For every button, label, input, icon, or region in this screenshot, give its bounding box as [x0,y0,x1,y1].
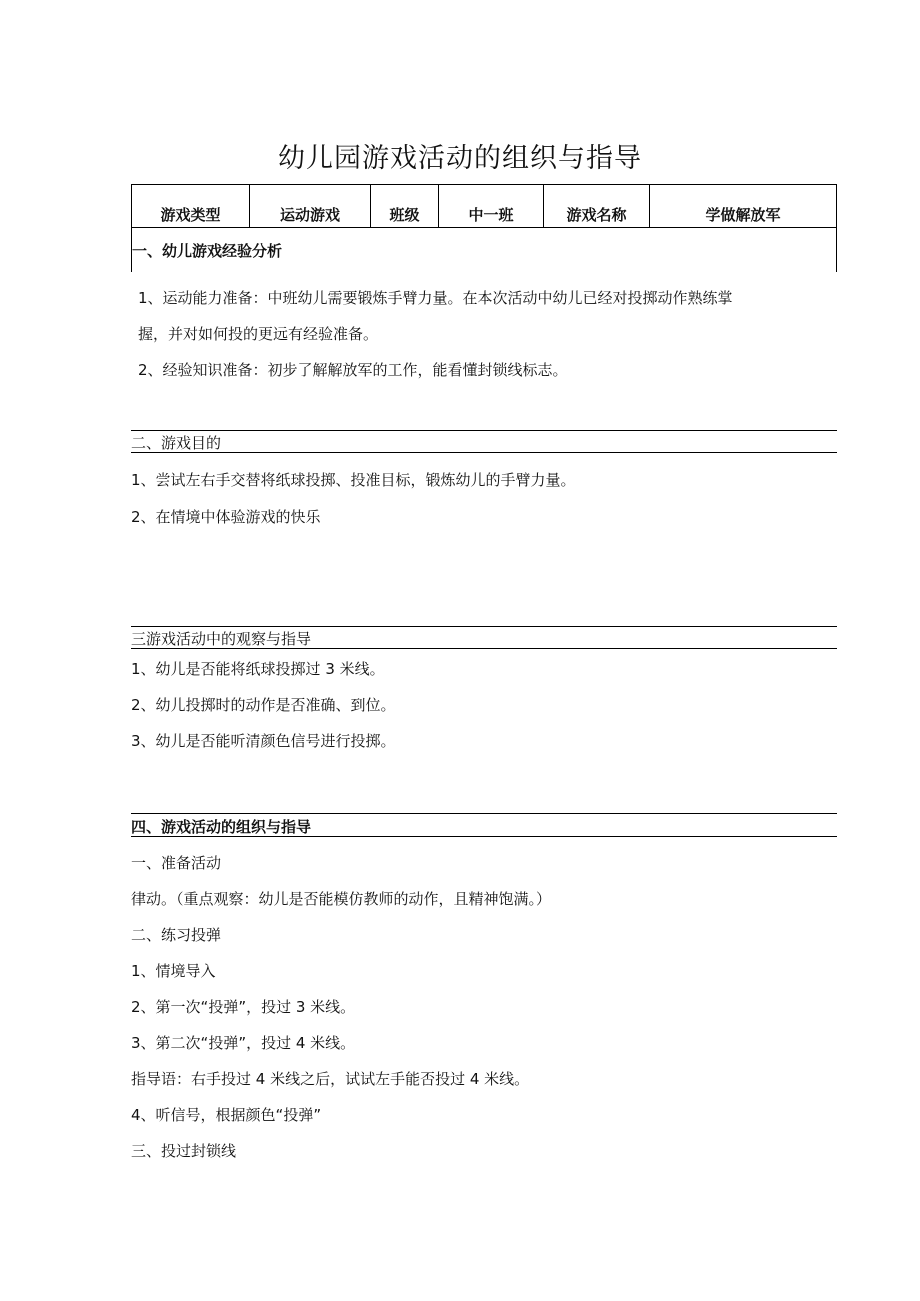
section3-bottom-rule [131,648,837,649]
class-value: 中一班 [439,185,544,228]
section1-paragraph1-line2: 握，并对如何投的更远有经验准备。 [138,325,379,343]
section1-paragraph1-line1: 1、运动能力准备：中班幼儿需要锻炼手臂力量。在本次活动中幼儿已经对投掷动作熟练掌 [138,289,733,307]
experience-analysis-box [131,225,837,272]
section4-line: 4、听信号，根据颜色“投弹” [131,1106,322,1124]
section4-top-rule [131,813,837,814]
game-type-label: 游戏类型 [132,185,250,228]
section1-heading: 一、幼儿游戏经验分析 [132,242,283,260]
section2-bottom-rule [131,452,837,453]
class-label: 班级 [371,185,439,228]
section4-line: 1、情境导入 [131,962,216,980]
section3-item: 2、幼儿投掷时的动作是否准确、到位。 [131,696,396,714]
document-title: 幼儿园游戏活动的组织与指导 [278,143,642,174]
section4-line: 指导语：右手投过 4 米线之后，试试左手能否投过 4 米线。 [131,1070,530,1088]
info-table [131,184,837,228]
game-type-value: 运动游戏 [250,185,371,228]
section4-line: 3、第二次“投弹”，投过 4 米线。 [131,1034,356,1052]
section4-line: 律动。（重点观察：幼儿是否能模仿教师的动作，且精神饱满。） [131,890,552,908]
section4-line: 二、练习投弹 [131,926,222,944]
section4-bottom-rule [131,836,837,837]
game-name-label: 游戏名称 [544,185,650,228]
section2-item: 1、尝试左右手交替将纸球投掷、投准目标，锻炼幼儿的手臂力量。 [131,471,576,489]
section3-item: 3、幼儿是否能听清颜色信号进行投掷。 [131,732,396,750]
section2-heading: 二、游戏目的 [131,434,222,452]
section4-line: 2、第一次“投弹”，投过 3 米线。 [131,998,356,1016]
section3-heading: 三游戏活动中的观察与指导 [131,630,312,648]
section4-heading: 四、游戏活动的组织与指导 [131,818,312,836]
section3-item: 1、幼儿是否能将纸球投掷过 3 米线。 [131,660,385,678]
section3-top-rule [131,626,837,627]
section4-line: 一、准备活动 [131,854,222,872]
section4-line: 三、投过封锁线 [131,1142,237,1160]
section1-paragraph2: 2、经验知识准备：初步了解解放军的工作，能看懂封锁线标志。 [138,361,568,379]
section2-top-rule [131,430,837,431]
section2-item: 2、在情境中体验游戏的快乐 [131,508,321,526]
game-name-value: 学做解放军 [650,185,837,228]
